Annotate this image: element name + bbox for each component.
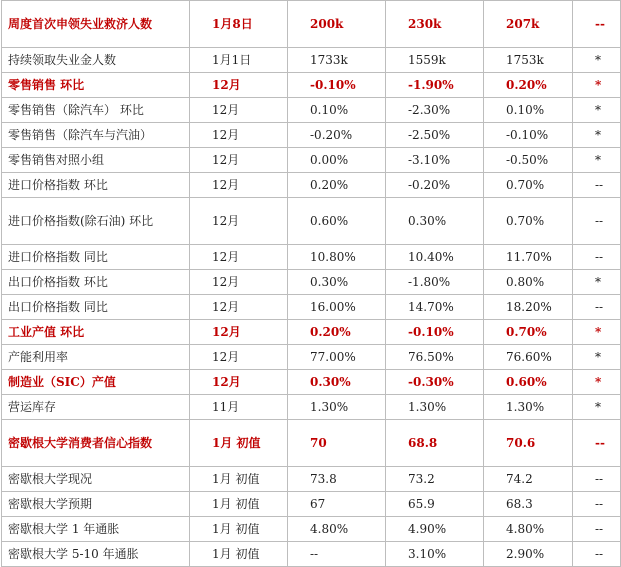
expected-value-cell: -3.10%	[386, 148, 484, 173]
indicator-name-cell: 密歇根大学 1 年通胀	[2, 517, 190, 542]
period-cell: 1月1日	[190, 48, 288, 73]
actual-value-cell: -0.20%	[288, 123, 386, 148]
expected-value-cell: -2.30%	[386, 98, 484, 123]
table-row	[2, 198, 621, 245]
previous-value-cell: 76.60%	[484, 345, 573, 370]
actual-value-cell: 200k	[288, 1, 386, 48]
period-cell: 12月	[190, 270, 288, 295]
period-cell: 1月 初值	[190, 492, 288, 517]
actual-value-cell: 0.00%	[288, 148, 386, 173]
previous-value-cell: -0.10%	[484, 123, 573, 148]
indicator-name-cell: 制造业（SIC）产值	[2, 370, 190, 395]
actual-value-cell: 1733k	[288, 48, 386, 73]
flag-cell: --	[573, 542, 621, 567]
expected-value-cell: 1.30%	[386, 395, 484, 420]
actual-value-cell: 0.10%	[288, 98, 386, 123]
table-row	[2, 542, 621, 567]
flag-cell: *	[573, 370, 621, 395]
previous-value-cell: 11.70%	[484, 245, 573, 270]
period-cell: 12月	[190, 295, 288, 320]
previous-value-cell: 207k	[484, 1, 573, 48]
expected-value-cell: -0.20%	[386, 173, 484, 198]
flag-cell: *	[573, 98, 621, 123]
indicator-name-cell: 营运库存	[2, 395, 190, 420]
flag-cell: --	[573, 517, 621, 542]
actual-value-cell: 0.30%	[288, 270, 386, 295]
indicator-name-cell: 密歇根大学预期	[2, 492, 190, 517]
flag-cell: *	[573, 320, 621, 345]
period-cell: 12月	[190, 245, 288, 270]
indicator-name-cell: 出口价格指数 环比	[2, 270, 190, 295]
table-row	[2, 270, 621, 295]
actual-value-cell: 0.30%	[288, 370, 386, 395]
previous-value-cell: 18.20%	[484, 295, 573, 320]
indicator-name-cell: 密歇根大学现况	[2, 467, 190, 492]
previous-value-cell: 0.20%	[484, 73, 573, 98]
expected-value-cell: 3.10%	[386, 542, 484, 567]
indicator-name-cell: 密歇根大学 5-10 年通胀	[2, 542, 190, 567]
table-row	[2, 98, 621, 123]
expected-value-cell: -0.10%	[386, 320, 484, 345]
actual-value-cell: 77.00%	[288, 345, 386, 370]
actual-value-cell: 0.60%	[288, 198, 386, 245]
table-row	[2, 123, 621, 148]
flag-cell: --	[573, 420, 621, 467]
expected-value-cell: 1559k	[386, 48, 484, 73]
expected-value-cell: -1.90%	[386, 73, 484, 98]
table-row	[2, 48, 621, 73]
previous-value-cell: -0.50%	[484, 148, 573, 173]
flag-cell: --	[573, 295, 621, 320]
flag-cell: *	[573, 73, 621, 98]
previous-value-cell: 68.3	[484, 492, 573, 517]
flag-cell: --	[573, 1, 621, 48]
flag-cell: *	[573, 345, 621, 370]
actual-value-cell: 4.80%	[288, 517, 386, 542]
actual-value-cell: 67	[288, 492, 386, 517]
flag-cell: *	[573, 48, 621, 73]
indicator-name-cell: 工业产值 环比	[2, 320, 190, 345]
table-row	[2, 173, 621, 198]
previous-value-cell: 1.30%	[484, 395, 573, 420]
previous-value-cell: 2.90%	[484, 542, 573, 567]
indicator-name-cell: 进口价格指数 同比	[2, 245, 190, 270]
previous-value-cell: 0.60%	[484, 370, 573, 395]
period-cell: 1月 初值	[190, 517, 288, 542]
period-cell: 12月	[190, 198, 288, 245]
previous-value-cell: 70.6	[484, 420, 573, 467]
expected-value-cell: 68.8	[386, 420, 484, 467]
indicator-name-cell: 零售销售对照小组	[2, 148, 190, 173]
flag-cell: --	[573, 245, 621, 270]
previous-value-cell: 74.2	[484, 467, 573, 492]
actual-value-cell: 0.20%	[288, 173, 386, 198]
expected-value-cell: 4.90%	[386, 517, 484, 542]
indicator-name-cell: 密歇根大学消费者信心指数	[2, 420, 190, 467]
table-row	[2, 1, 621, 48]
expected-value-cell: -0.30%	[386, 370, 484, 395]
economic-data-table	[1, 0, 621, 567]
table-row	[2, 420, 621, 467]
indicator-name-cell: 周度首次申领失业救济人数	[2, 1, 190, 48]
previous-value-cell: 0.70%	[484, 198, 573, 245]
previous-value-cell: 0.70%	[484, 320, 573, 345]
period-cell: 12月	[190, 173, 288, 198]
expected-value-cell: 230k	[386, 1, 484, 48]
table-row	[2, 245, 621, 270]
expected-value-cell: 65.9	[386, 492, 484, 517]
actual-value-cell: -0.10%	[288, 73, 386, 98]
expected-value-cell: 10.40%	[386, 245, 484, 270]
table-body	[2, 1, 621, 567]
previous-value-cell: 0.10%	[484, 98, 573, 123]
flag-cell: --	[573, 492, 621, 517]
period-cell: 1月 初值	[190, 467, 288, 492]
table-row	[2, 73, 621, 98]
actual-value-cell: 73.8	[288, 467, 386, 492]
expected-value-cell: 14.70%	[386, 295, 484, 320]
period-cell: 12月	[190, 320, 288, 345]
expected-value-cell: 76.50%	[386, 345, 484, 370]
period-cell: 12月	[190, 370, 288, 395]
flag-cell: *	[573, 123, 621, 148]
period-cell: 1月8日	[190, 1, 288, 48]
actual-value-cell: 16.00%	[288, 295, 386, 320]
period-cell: 12月	[190, 123, 288, 148]
previous-value-cell: 1753k	[484, 48, 573, 73]
table-row	[2, 395, 621, 420]
actual-value-cell: --	[288, 542, 386, 567]
expected-value-cell: -2.50%	[386, 123, 484, 148]
table-row	[2, 517, 621, 542]
indicator-name-cell: 进口价格指数 环比	[2, 173, 190, 198]
indicator-name-cell: 零售销售（除汽车与汽油）	[2, 123, 190, 148]
table-row	[2, 370, 621, 395]
flag-cell: --	[573, 198, 621, 245]
indicator-name-cell: 进口价格指数(除石油) 环比	[2, 198, 190, 245]
previous-value-cell: 0.80%	[484, 270, 573, 295]
table-row	[2, 345, 621, 370]
flag-cell: *	[573, 270, 621, 295]
expected-value-cell: 73.2	[386, 467, 484, 492]
actual-value-cell: 70	[288, 420, 386, 467]
period-cell: 12月	[190, 345, 288, 370]
actual-value-cell: 0.20%	[288, 320, 386, 345]
indicator-name-cell: 持续领取失业金人数	[2, 48, 190, 73]
period-cell: 12月	[190, 98, 288, 123]
previous-value-cell: 4.80%	[484, 517, 573, 542]
table-row	[2, 295, 621, 320]
period-cell: 11月	[190, 395, 288, 420]
actual-value-cell: 1.30%	[288, 395, 386, 420]
flag-cell: --	[573, 173, 621, 198]
actual-value-cell: 10.80%	[288, 245, 386, 270]
indicator-name-cell: 产能利用率	[2, 345, 190, 370]
period-cell: 1月 初值	[190, 420, 288, 467]
period-cell: 12月	[190, 148, 288, 173]
table-row	[2, 148, 621, 173]
flag-cell: *	[573, 148, 621, 173]
indicator-name-cell: 零售销售（除汽车） 环比	[2, 98, 190, 123]
indicator-name-cell: 出口价格指数 同比	[2, 295, 190, 320]
table-row	[2, 467, 621, 492]
period-cell: 12月	[190, 73, 288, 98]
flag-cell: *	[573, 395, 621, 420]
expected-value-cell: 0.30%	[386, 198, 484, 245]
table-row	[2, 320, 621, 345]
flag-cell: --	[573, 467, 621, 492]
period-cell: 1月 初值	[190, 542, 288, 567]
indicator-name-cell: 零售销售 环比	[2, 73, 190, 98]
expected-value-cell: -1.80%	[386, 270, 484, 295]
table-row	[2, 492, 621, 517]
previous-value-cell: 0.70%	[484, 173, 573, 198]
